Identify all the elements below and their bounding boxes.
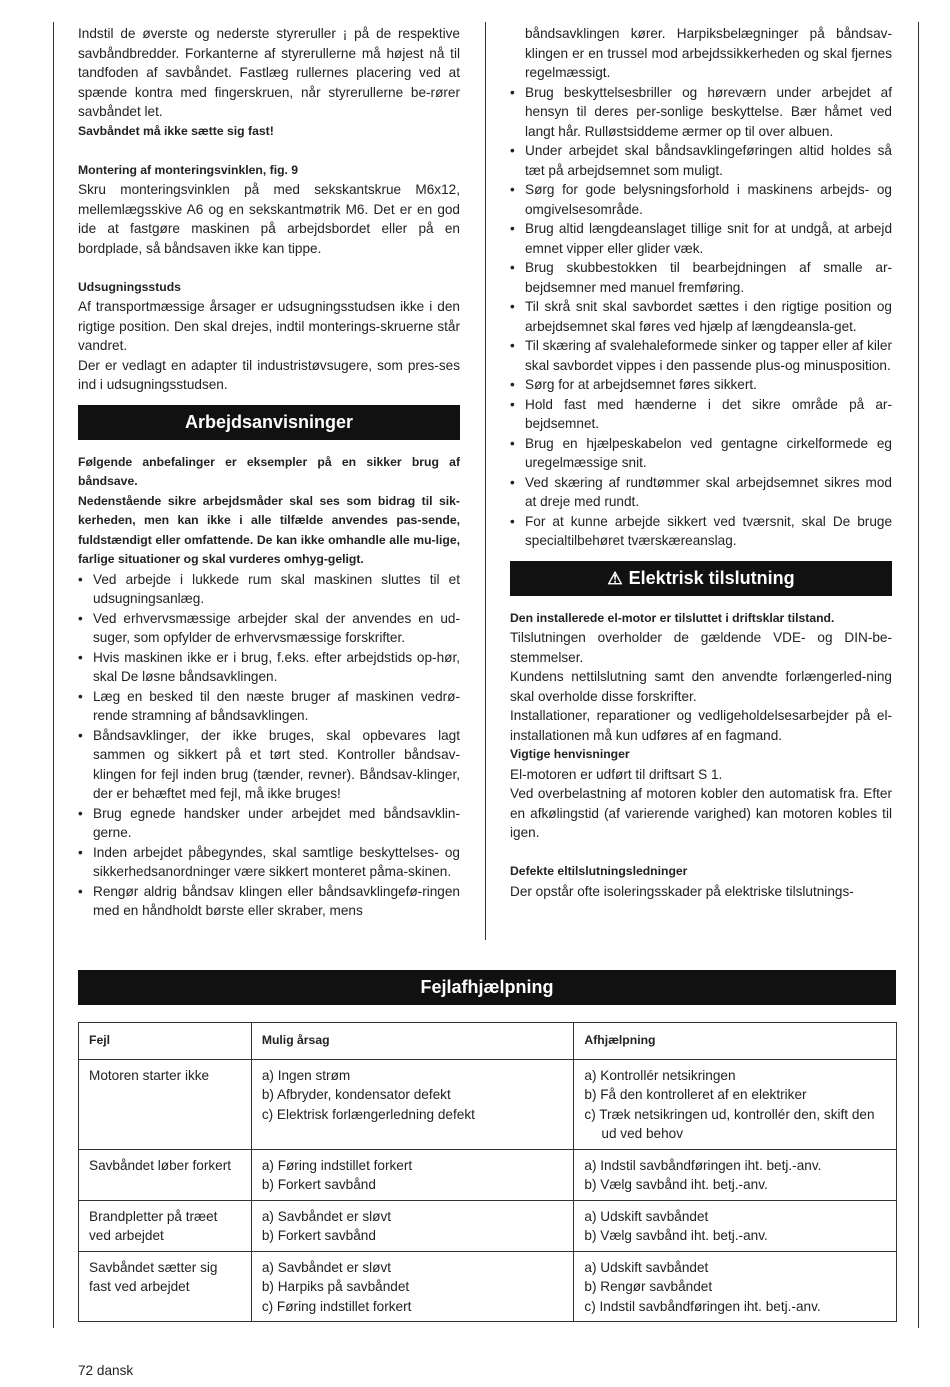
column-divider-line bbox=[485, 22, 486, 940]
electric-paragraph-1: Tilslutningen overholder de gældende VDE- og DIN-be-stemmelser. bbox=[510, 630, 892, 665]
list-item: • Brug beskyttelsesbriller og høreværn under arbejdet af hensyn til deres per-sonlige beskyttelse. Bær håmet ved langt hår. Rulløstsiddeme ærmer op til over albuen. bbox=[510, 83, 892, 142]
remedy-line: a) Udskift savbåndet bbox=[584, 1208, 709, 1224]
important-paragraph-1: El-motoren er udført til driftsart S 1. bbox=[510, 766, 723, 782]
fault-cell: Savbåndet løber forkert bbox=[79, 1149, 252, 1200]
remedy-cell bbox=[574, 1059, 897, 1149]
list-item: • Brug egnede handsker under arbejdet med båndsavklin-gerne. bbox=[78, 804, 460, 843]
suction-paragraph-1: Af transportmæssige årsager er udsugningsstudsen ikke i den rigtige position. Den skal drejes, indtil monterings-skruerne står vandret. bbox=[78, 299, 460, 353]
remedy-line: a) Udskift savbåndet bbox=[584, 1259, 709, 1275]
list-item: • Inden arbejdet påbegyndes, skal samtlige beskyttelses- og sikkerhedsanordninger være sikkert monteret påma-skinen. bbox=[78, 843, 460, 882]
remedy-cell bbox=[574, 1149, 897, 1200]
list-item: • Rengør aldrig båndsav klingen eller båndsavklingefø-ringen med en håndholdt børste eller skraber, mens bbox=[78, 882, 460, 921]
table-row bbox=[79, 1059, 897, 1149]
list-item: • Hold fast med hænderne i det sikre område på ar-bejdsemnet. bbox=[510, 395, 892, 434]
cause-line: a) Savbåndet er sløvt bbox=[261, 1259, 392, 1275]
right-column bbox=[510, 24, 892, 901]
fault-cell: Motoren starter ikke bbox=[79, 1059, 252, 1149]
cause-line: b) Forkert savbånd bbox=[261, 1177, 376, 1192]
electric-paragraph-2: Kundens nettilslutning samt den anvendte forlængerled-ning skal overholde disse forskrifter. bbox=[510, 669, 892, 704]
cause-line: a) Savbåndet er sløvt bbox=[261, 1208, 392, 1224]
remedy-line: c) Træk netsikringen ud, kontrollér den, skift den ud ved behov bbox=[584, 1106, 875, 1141]
list-item: • Under arbejdet skal båndsavklingeføringen altid holdes så tæt på arbejdsemnet som muligt. bbox=[510, 141, 892, 180]
warning-text: Savbåndet må ikke sætte sig fast! bbox=[78, 123, 274, 138]
electric-paragraph-3: Installationer, reparationer og vedligeholdelsesarbejder på el-installationen må kun udføres af en fagmand. bbox=[510, 708, 892, 743]
list-item: • For at kunne arbejde sikkert ved tværsnit, skal De bruge specialtilbehøret tværskæreanslag. bbox=[510, 512, 892, 551]
table-row bbox=[79, 1149, 897, 1200]
left-margin-line bbox=[53, 22, 54, 1328]
cause-cell bbox=[251, 1059, 574, 1149]
cause-cell bbox=[251, 1251, 574, 1322]
list-item: • Båndsavklinger, der ikke bruges, skal opbevares lagt sammen og sikkert på et tørt sted. Kontroller båndsav-klingen for fejl inden brug (tænder, revner). Båndsav-klinger, der er behæftet med fejl, må ikke bruges! bbox=[78, 726, 460, 804]
table-row bbox=[79, 1200, 897, 1251]
remedy-line: a) Indstil savbåndføringen iht. betj.-anv. bbox=[584, 1157, 822, 1173]
section-bar-electric bbox=[510, 561, 892, 596]
cause-line: b) Harpiks på savbåndet bbox=[261, 1279, 410, 1294]
table-header-row bbox=[79, 1023, 897, 1060]
cause-cell bbox=[251, 1149, 574, 1200]
list-item: • Sørg for at arbejdsemnet føres sikkert. bbox=[510, 375, 892, 395]
remedy-line: a) Kontrollér netsikringen bbox=[584, 1067, 736, 1083]
right-margin-line bbox=[918, 22, 919, 1328]
list-item: • Hvis maskinen ikke er i brug, f.eks. efter arbejdstids op-hør, skal De løsne båndsavklingen. bbox=[78, 648, 460, 687]
work-intro-1: Følgende anbefalinger er eksempler på en sikker brug af båndsave. bbox=[78, 454, 460, 488]
list-item: • Ved erhvervsmæssige arbejder skal der anvendes en ud-suger, som opfylder de erhvervsmæssige forskrifter. bbox=[78, 609, 460, 648]
section-title-fault: Fejlafhjælpning bbox=[420, 977, 554, 997]
work-bullet-list bbox=[78, 570, 460, 921]
column-header-fault: Fejl bbox=[79, 1023, 252, 1060]
defect-cables-paragraph: Der opstår ofte isoleringsskader på elektriske tilslutnings- bbox=[510, 883, 854, 899]
remedy-line: b) Få den kontrolleret af en elektriker bbox=[584, 1087, 807, 1102]
remedy-line: c) Indstil savbåndføringen iht. betj.-anv. bbox=[584, 1298, 821, 1314]
fault-cell: Savbåndet sætter sig fast ved arbejdet bbox=[79, 1251, 252, 1322]
fault-cell: Brandpletter på træet ved arbejdet bbox=[79, 1200, 252, 1251]
heading-defect-cables: Defekte eltilslutningsledninger bbox=[510, 864, 688, 878]
page-number: 72 dansk bbox=[78, 1363, 134, 1378]
list-item: • Ved skæring af rundtømmer skal arbejdsemnet sikres mod at dreje med rundt. bbox=[510, 473, 892, 512]
remedy-cell bbox=[574, 1200, 897, 1251]
cause-cell bbox=[251, 1200, 574, 1251]
guide-rollers-paragraph: Indstil de øverste og nederste styreruller ¡ på de respektive savbåndbredder. Forkanterne af styrerullerne må højest nå til tandfoden af savbåndet. Fastlæg rullernes placering ved at spænde kontra med fingerskruen, når styrerullerne be-rører savbåndet let. bbox=[78, 26, 460, 119]
cause-line: a) Føring indstillet forkert bbox=[261, 1157, 413, 1173]
warning-triangle-icon: ⚠ bbox=[607, 568, 623, 588]
remedy-line: b) Vælg savbånd iht. betj.-anv. bbox=[584, 1177, 768, 1192]
column-header-cause: Mulig årsag bbox=[251, 1023, 574, 1060]
continuation-paragraph: båndsavklingen kører. Harpiksbelægninger på båndsav-klingen er en trussel mod arbejdssikkerheden og skal fjernes regelmæssigt. bbox=[525, 26, 892, 80]
remedy-line: b) Vælg savbånd iht. betj.-anv. bbox=[584, 1228, 768, 1243]
column-header-remedy: Afhjælpning bbox=[574, 1023, 897, 1060]
list-item: • Brug en hjælpeskabelon ved gentagne cirkelformede eg uregelmæssige snit. bbox=[510, 434, 892, 473]
list-item: • Læg en besked til den næste bruger af maskinen vedrø-rende stramning af båndsavklingen. bbox=[78, 687, 460, 726]
electric-bold-intro: Den installerede el-motor er tilsluttet i driftsklar tilstand. bbox=[510, 610, 835, 625]
cause-line: c) Føring indstillet forkert bbox=[261, 1298, 412, 1314]
cause-line: b) Forkert savbånd bbox=[261, 1228, 376, 1243]
left-column bbox=[78, 24, 460, 921]
section-bar-fault bbox=[78, 970, 896, 1005]
work-intro-2: Nedenstående sikre arbejdsmåder skal ses som bidrag til sik-kerheden, men kan ikke i alle tilfælde anvendes pas-sende, fuldstændigt eller omfattende. De kan ikke omhandle alle mu-lige, farlige situationer og skal vurderes omhyg-geligt. bbox=[78, 493, 460, 566]
suction-paragraph-2: Der er vedlagt en adapter til industristøvsugere, som pres-ses ind i udsugningsstudsen. bbox=[78, 357, 460, 392]
heading-important: Vigtige henvisninger bbox=[510, 747, 630, 761]
table-row bbox=[79, 1251, 897, 1322]
important-paragraph-2: Ved overbelastning af motoren kobler den automatisk fra. Efter en afkølingstid (af varierende varighed) kan motoren kobles til igen. bbox=[510, 786, 892, 840]
section-title-work: Arbejdsanvisninger bbox=[184, 411, 354, 432]
remedy-cell bbox=[574, 1251, 897, 1322]
heading-mounting-angle: Montering af monteringsvinklen, fig. 9 bbox=[78, 162, 299, 177]
cause-line: a) Ingen strøm bbox=[261, 1067, 351, 1083]
list-item: • Sørg for gode belysningsforhold i maskinens arbejds- og omgivelsesområde. bbox=[510, 180, 892, 219]
cause-line: b) Afbryder, kondensator defekt bbox=[261, 1087, 451, 1102]
list-item: • Ved arbejde i lukkede rum skal maskinen sluttes til et udsugningsanlæg. bbox=[78, 570, 460, 609]
list-item: • Til skrå snit skal savbordet sættes i den rigtige position og arbejdsemnet skal føres ved hjælp af længdeansla-get. bbox=[510, 297, 892, 336]
section-title-electric: Elektrisk tilslutning bbox=[628, 567, 795, 588]
list-item: • Til skæring af svalehaleformede sinker og tapper eller af kiler skal savbordet vippes i den passende plus-og minusposition. bbox=[510, 336, 892, 375]
safety-bullet-list bbox=[510, 83, 892, 551]
cause-line: c) Elektrisk forlængerledning defekt bbox=[261, 1106, 475, 1122]
section-bar-work bbox=[78, 405, 460, 440]
remedy-line: b) Rengør savbåndet bbox=[584, 1279, 713, 1294]
list-item: • Brug altid længdeanslaget tillige snit for at undgå, at arbejd emnet vipper eller glider væk. bbox=[510, 219, 892, 258]
list-item: • Brug skubbestokken til bearbejdningen af smalle ar-bejdsemner med manuel fremføring. bbox=[510, 258, 892, 297]
heading-suction: Udsugningsstuds bbox=[78, 279, 181, 294]
fault-table bbox=[78, 1022, 897, 1322]
mounting-angle-paragraph: Skru monteringsvinklen på med sekskantskrue M6x12, mellemlægsskive A6 og en sekskantmøtrik M6. Det er en god ide at fastgøre maskinen på arbejdsbordet eller på en bordplade, så båndsaven ikke kan tippe. bbox=[78, 182, 460, 256]
